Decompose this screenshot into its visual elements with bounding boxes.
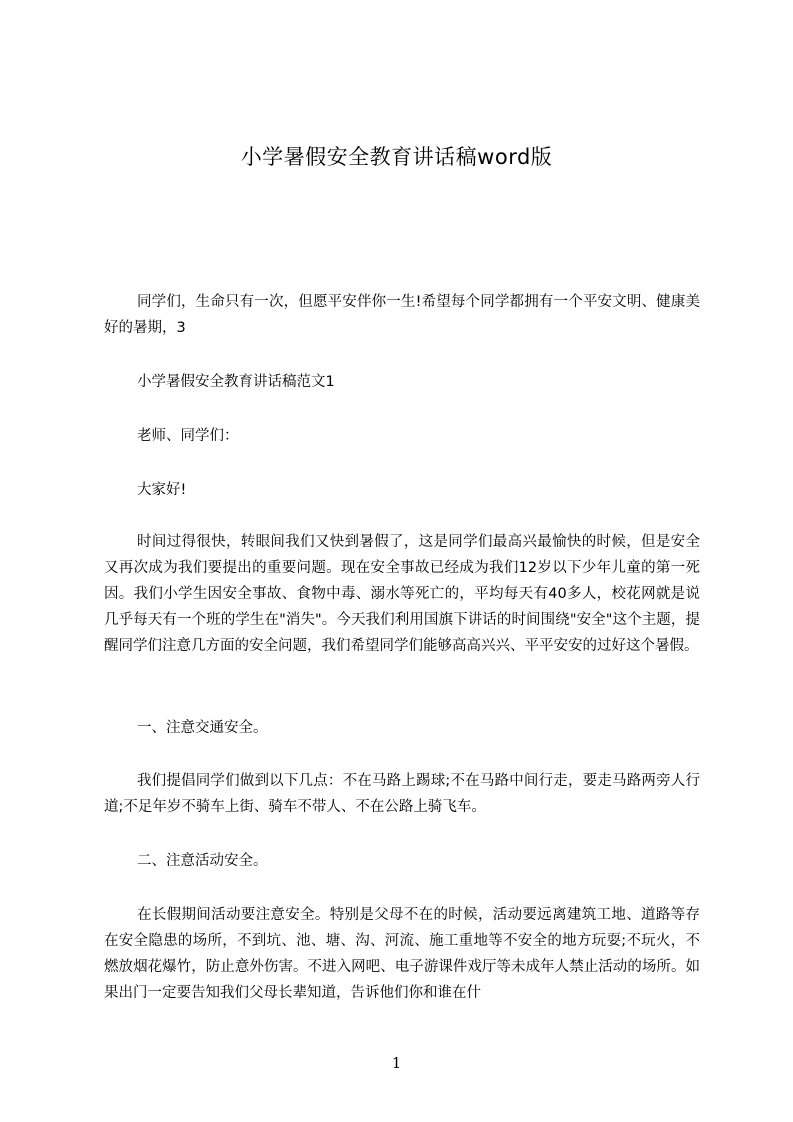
heading-traffic-safety: 一、注意交通安全。 bbox=[137, 720, 268, 736]
page-number: 1 bbox=[391, 1054, 402, 1072]
greeting: 大家好! bbox=[137, 482, 187, 498]
body-paragraph: 时间过得很快，转眼间我们又快到暑假了，这是同学们最高兴最愉快的时候，但是安全又再次成为我们要提出的重要问题。现在安全事故已经成为我们12岁以下少年儿童的第一死因。我们小学生因安全事故、食物中毒、溺水等死亡的，平均每天有40多人，校花网就是说几乎每天有一个班的学生在"消失"。今天我们利用国旗下讲话的时间围绕"安全"这个主题，提醒同学们注意几方面的安全问题，我们希望同学们能够高高兴兴、平平安安的过好这个暑假。 bbox=[104, 534, 700, 654]
traffic-safety-paragraph: 我们提倡同学们做到以下几点：不在马路上踢球;不在马路中间行走，要走马路两旁人行道;不足年岁不骑车上街、骑车不带人、不在公路上骑飞车。 bbox=[104, 773, 700, 815]
salutation: 老师、同学们： bbox=[137, 428, 239, 444]
heading-activity-safety: 二、注意活动安全。 bbox=[137, 853, 268, 869]
section-heading-sample-1: 小学暑假安全教育讲话稿范文1 bbox=[137, 374, 335, 390]
document-title: 小学暑假安全教育讲话稿word版 bbox=[240, 145, 553, 169]
activity-safety-paragraph: 在长假期间活动要注意安全。特别是父母不在的时候，活动要远离建筑工地、道路等存在安全隐患的场所，不到坑、池、塘、沟、河流、施工重地等不安全的地方玩耍;不玩火，不燃放烟花爆竹，防止意外伤害。不进入网吧、电子游课件戏厅等未成年人禁止活动的场所。如果出门一定要告知我们父母长辈知道，告诉他们你和谁在什 bbox=[104, 907, 700, 1001]
intro-paragraph: 同学们，生命只有一次，但愿平安伴你一生!希望每个同学都拥有一个平安文明、健康美好的暑期，3 bbox=[104, 294, 700, 336]
